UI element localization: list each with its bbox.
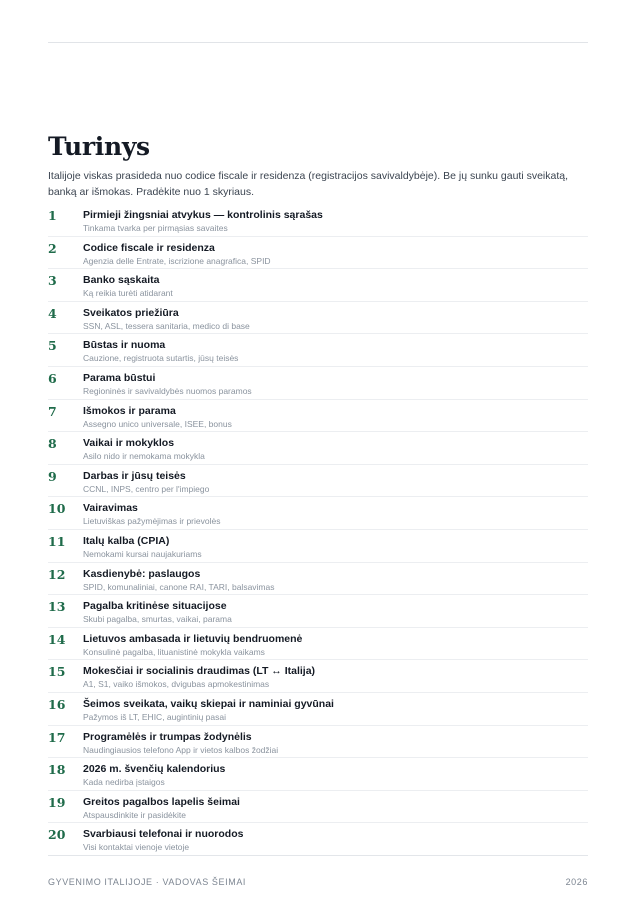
toc-entry-title: Vaikai ir mokyklos [83,437,175,450]
toc-entry[interactable] [48,726,588,759]
toc-entry[interactable] [48,693,588,726]
toc-entry-number: 1 [48,208,57,223]
toc-entry[interactable] [48,595,588,628]
toc-entry-subtitle: Asilo nido ir nemokama mokykla [83,451,205,462]
toc-entry-number: 5 [48,338,57,354]
footer-title: GYVENIMO ITALIJOJE · VADOVAS ŠEIMAI [48,877,247,887]
toc-entry-title: Darbas ir jūsų teisės [83,469,186,482]
toc-entry-number: 7 [48,403,57,419]
toc-entry-subtitle: Regioninės ir savivaldybės nuomos paramos [83,385,252,396]
toc-entry-title: Šeimos sveikata, vaikų skiepai ir naminiai gyvūnai [83,697,334,710]
toc-entry-number: 16 [48,696,66,712]
toc-entry-title: Vairavimas [83,502,138,515]
toc-entry-number: 17 [48,729,66,745]
toc-entry-subtitle: Agenzia delle Entrate, iscrizione anagrafica, SPID [83,255,271,266]
toc-entry-number: 13 [48,599,66,615]
toc-entry[interactable] [48,758,588,791]
toc-entry-title: Svarbiausi telefonai ir nuorodos [83,828,244,841]
toc-entry-subtitle: Kada nedirba įstaigos [83,777,165,788]
toc-entry-title: Parama būstui [83,371,156,384]
toc-entry-subtitle: Naudingiausios telefono App ir vietos kalbos žodžiai [83,744,279,755]
toc-entry-subtitle: Tinkama tvarka per pirmąsias savaites [83,223,228,233]
toc-entry[interactable] [48,628,588,661]
toc-entry-title: Kasdienybė: paslaugos [83,567,201,580]
toc-entry-subtitle: Assegno unico universale, ISEE, bonus [83,418,232,429]
toc-entry[interactable] [48,269,588,302]
toc-entry[interactable] [48,302,588,335]
toc-entry[interactable] [48,563,588,596]
toc-entry-subtitle: A1, S1, vaiko išmokos, dvigubas apmokestinimas [83,679,270,690]
toc-entry[interactable] [48,400,588,433]
toc-entry-title: Programėlės ir trumpas žodynėlis [83,730,252,743]
toc-entry-number: 6 [48,370,57,386]
toc-entry-number: 19 [48,794,66,810]
table-of-contents [48,204,588,856]
toc-entry-subtitle: Konsulinė pagalba, lituanistinė mokykla vaikams [83,646,265,657]
toc-entry-number: 3 [48,273,57,289]
toc-entry-subtitle: CCNL, INPS, centro per l'impiego [83,483,210,494]
toc-entry-title: 2026 m. švenčių kalendorius [83,763,226,776]
toc-entry[interactable] [48,465,588,498]
toc-entry-number: 12 [48,566,66,582]
toc-entry-subtitle: Ką reikia turėti atidarant [83,288,173,299]
footer-year: 2026 [565,877,588,887]
toc-entry-number: 10 [48,501,66,517]
toc-entry-title: Pirmieji žingsniai atvykus — kontrolinis sąrašas [83,209,323,221]
toc-entry-title: Codice fiscale ir residenza [83,241,215,254]
toc-entry-subtitle: SPID, komunaliniai, canone RAI, TARI, balsavimas [83,581,275,592]
toc-entry[interactable] [48,334,588,367]
toc-entry-number: 14 [48,631,66,647]
toc-entry[interactable] [48,237,588,270]
toc-entry-subtitle: Cauzione, registruota sutartis, jūsų teisės [83,353,239,364]
toc-entry-title: Sveikatos priežiūra [83,306,179,319]
toc-entry-number: 4 [48,305,57,321]
toc-entry-subtitle: Nemokami kursai naujakuriams [83,548,202,559]
intro-paragraph: Italijoje viskas prasideda nuo codice fiscale ir residenza (registracijos savivaldybėje). Be jų sunku gauti sveikatą, banką ar išmokas. Pradėkite nuo 1 skyriaus. [48,170,569,198]
toc-entry-subtitle: Atspausdinkite ir pasidėkite [83,809,187,820]
toc-entry[interactable] [48,530,588,563]
toc-entry-subtitle: Visi kontaktai vienoje vietoje [83,842,190,853]
toc-entry[interactable] [48,497,588,530]
toc-entry[interactable] [48,204,588,237]
toc-entry-number: 2 [48,240,57,256]
toc-entry-number: 20 [48,827,66,843]
toc-entry-subtitle: Lietuviškas pažymėjimas ir prievolės [83,516,221,527]
toc-entry-title: Išmokos ir parama [83,404,176,417]
toc-entry-title: Mokesčiai ir socialinis draudimas (LT ↔ Italija) [83,665,316,678]
top-divider [48,42,588,43]
toc-entry-number: 11 [48,533,66,549]
toc-entry[interactable] [48,367,588,400]
toc-entry-subtitle: SSN, ASL, tessera sanitaria, medico di base [83,320,250,331]
toc-entry[interactable] [48,660,588,693]
toc-entry-number: 8 [48,436,57,452]
toc-entry-subtitle: Pažymos iš LT, EHIC, augintinių pasai [83,711,226,722]
toc-entry-number: 18 [48,762,66,778]
toc-entry-title: Italų kalba (CPIA) [83,534,170,547]
toc-entry-title: Greitos pagalbos lapelis šeimai [83,795,240,808]
toc-entry-number: 9 [48,468,57,484]
toc-entry-title: Lietuvos ambasada ir lietuvių bendruomenė [83,632,303,645]
toc-entry-subtitle: Skubi pagalba, smurtas, vaikai, parama [83,614,232,625]
page-title: Turinys [48,132,150,161]
toc-entry-title: Būstas ir nuoma [83,339,166,352]
toc-entry[interactable] [48,432,588,465]
toc-entry-number: 15 [48,664,66,680]
toc-entry-title: Banko sąskaita [83,274,160,287]
toc-entry[interactable] [48,823,588,856]
toc-entry-title: Pagalba kritinėse situacijose [83,600,227,613]
toc-entry[interactable] [48,791,588,824]
